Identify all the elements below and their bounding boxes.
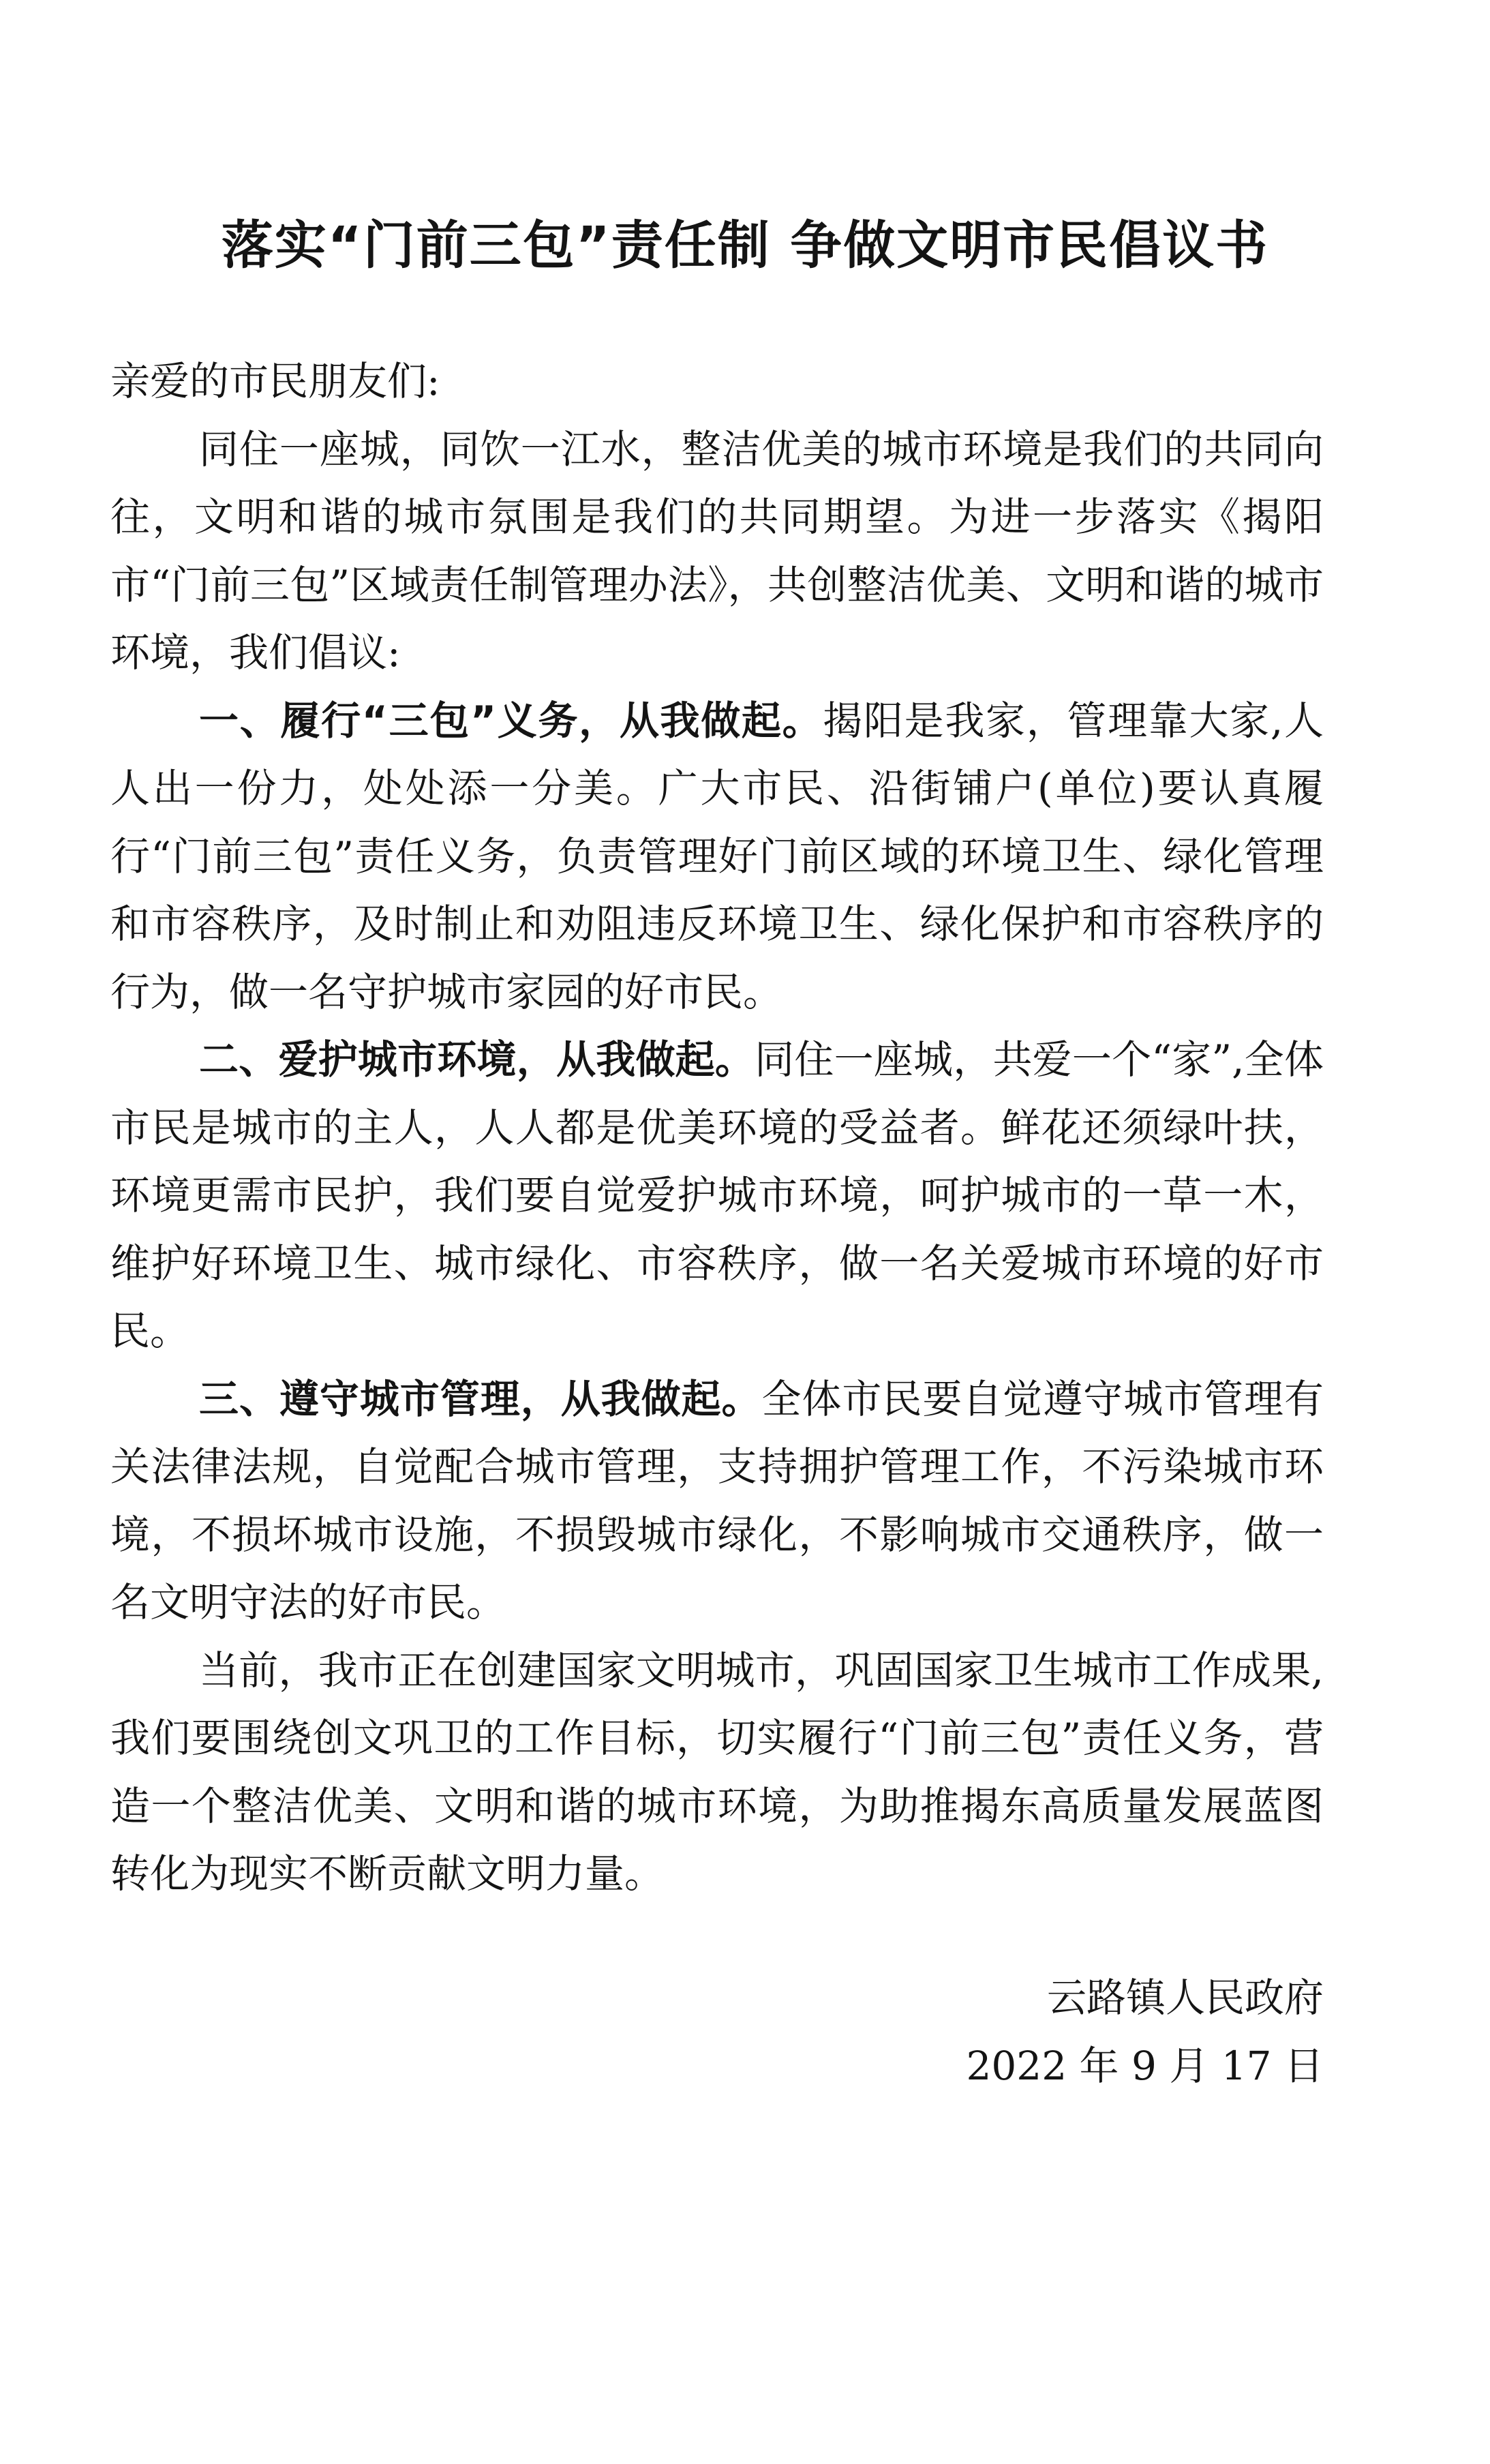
point-lead-3: 三、遵守城市管理，从我做起。 xyxy=(199,1375,762,1422)
signature-block xyxy=(967,1964,1324,2100)
salutation: 亲爱的市民朋友们: xyxy=(110,358,440,404)
point-text-3: 全体市民要自觉遵守城市管理有关法律法规，自觉配合城市管理，支持拥护管理工作，不污染城市环境，不损坏城市设施，不损毁城市绿化，不影响城市交通秩序，做一名文明守法的好市民。 xyxy=(110,1375,1324,1625)
issuer: 云路镇人民政府 xyxy=(1046,1974,1324,2021)
point-lead-1: 一、履行“三包”义务，从我做起。 xyxy=(199,697,823,744)
document-body xyxy=(110,348,1324,1908)
point-text-1: 揭阳是我家，管理靠大家,人人出一份力，处处添一分美。广大市民、沿街铺户(单位)要认真履行“门前三包”责任义务，负责管理好门前区域的环境卫生、绿化管理和市容秩序，及时制止和劝阻违反环境卫生、绿化保护和市容秩序的行为，做一名守护城市家园的好市民。 xyxy=(110,697,1324,1015)
point-lead-2: 二、爱护城市环境，从我做起。 xyxy=(199,1036,755,1083)
point-text-2: 同住一座城，共爱一个“家”,全体市民是城市的主人，人人都是优美环境的受益者。鲜花还须绿叶扶，环境更需市民护，我们要自觉爱护城市环境，呵护城市的一草一木，维护好环境卫生、城市绿化、市容秩序，做一名关爱城市环境的好市民。 xyxy=(110,1036,1324,1354)
intro-paragraph: 同住一座城，同饮一江水，整洁优美的城市环境是我们的共同向往，文明和谐的城市氛围是我们的共同期望。为进一步落实《揭阳市“门前三包”区域责任制管理办法》，共创整洁优美、文明和谐的城市环境，我们倡议: xyxy=(110,425,1324,676)
point-paragraph-2 xyxy=(110,1026,1324,1366)
issue-date: 2022 年 9 月 17 日 xyxy=(966,2043,1324,2089)
point-paragraph-1 xyxy=(110,687,1324,1027)
document-title: 落实“门前三包”责任制 争做文明市民倡议书 xyxy=(221,215,1269,275)
closing-paragraph: 当前，我市正在创建国家文明城市，巩固国家卫生城市工作成果,我们要围绕创文巩卫的工作目标，切实履行“门前三包”责任义务，营造一个整洁优美、文明和谐的城市环境，为助推揭东高质量发展蓝图转化为现实不断贡献文明力量。 xyxy=(110,1647,1324,1897)
point-paragraph-3 xyxy=(110,1366,1324,1637)
